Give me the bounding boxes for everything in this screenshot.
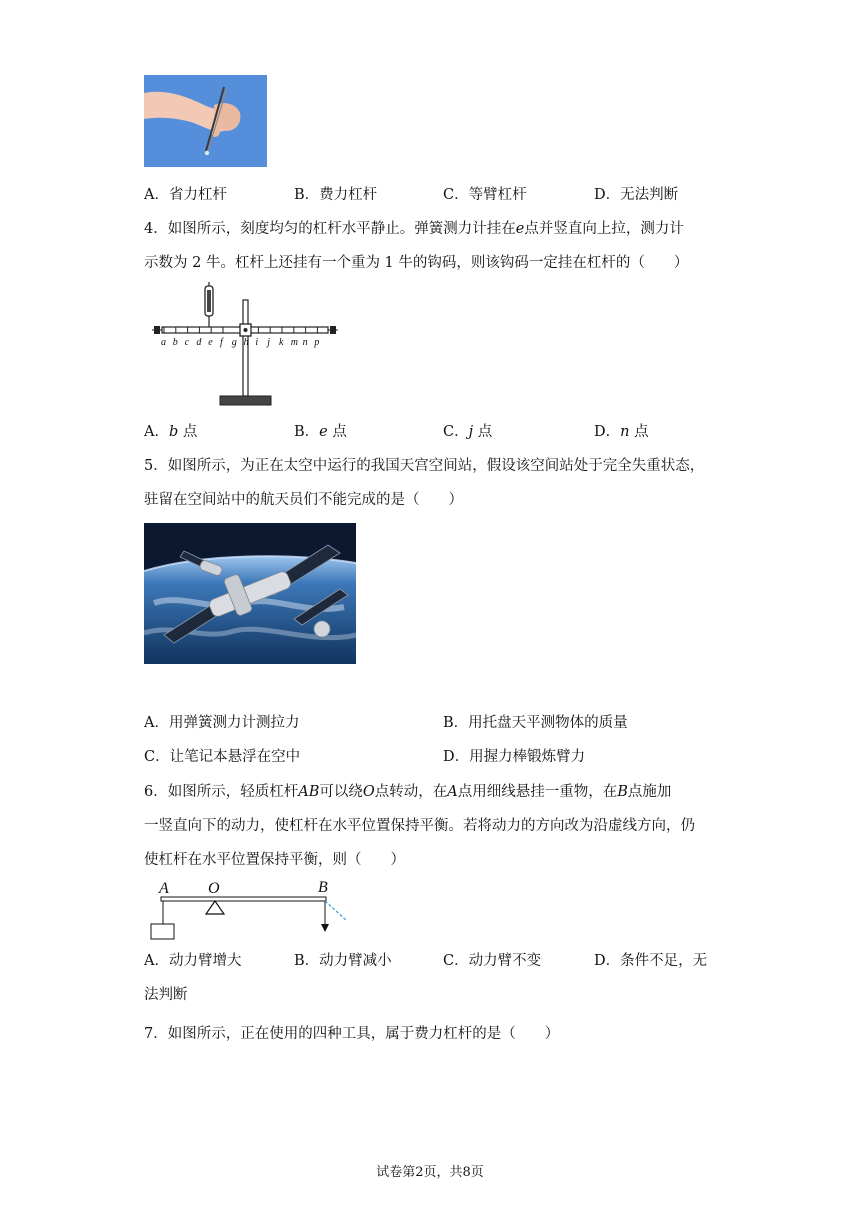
q3-option-b[interactable]: B．费力杠杆 bbox=[294, 187, 378, 203]
q5-option-a[interactable]: A．用弹簧测力计测拉力 bbox=[144, 715, 300, 731]
lever-label-k: k bbox=[279, 337, 284, 348]
lever-label-e: e bbox=[208, 337, 213, 348]
q6-stem-line3: 使杠杆在水平位置保持平衡，则（ ） bbox=[144, 852, 405, 868]
lever-label-c: c bbox=[184, 337, 190, 348]
lever-label-a: a bbox=[161, 337, 166, 348]
q5-option-c[interactable]: C．让笔记本悬浮在空中 bbox=[144, 749, 301, 765]
lever-label-h: h bbox=[243, 337, 249, 348]
q3-tweezers-photo bbox=[144, 75, 267, 167]
q6-label-b: B bbox=[318, 879, 328, 896]
q6-label-a: A bbox=[159, 880, 169, 897]
lever-label-j: j bbox=[267, 337, 270, 348]
q4-option-d[interactable]: D．n 点 bbox=[594, 424, 649, 440]
lever-label-f: f bbox=[220, 337, 223, 348]
q5-option-d[interactable]: D．用握力棒锻炼臂力 bbox=[443, 749, 586, 765]
q6-option-d[interactable]: D．条件不足，无 bbox=[594, 953, 708, 969]
q7-stem-line1: 7．如图所示，正在使用的四种工具，属于费力杠杆的是（ ） bbox=[144, 1026, 560, 1042]
q6-stem-line2: 一竖直向下的动力，使杠杆在水平位置保持平衡。若将动力的方向改为沿虚线方向，仍 bbox=[144, 818, 695, 834]
q4-option-b[interactable]: B．e 点 bbox=[294, 424, 347, 440]
q4-stem-line1: 4．如图所示，刻度均匀的杠杆水平静止。弹簧测力计挂在e点并竖直向上拉，测力计 bbox=[144, 221, 684, 237]
lever-label-g: g bbox=[231, 337, 237, 348]
q4-stem-line2: 示数为 2 牛。杠杆上还挂有一个重为 1 牛的钩码，则该钩码一定挂在杠杆的（ ） bbox=[144, 255, 689, 271]
page-footer: 试卷第2页，共8页 bbox=[376, 1165, 484, 1180]
lever-label-n: n bbox=[302, 337, 308, 348]
q5-stem-line1: 5．如图所示，为正在太空中运行的我国天宫空间站，假设该空间站处于完全失重状态， bbox=[144, 458, 705, 474]
q4-option-a[interactable]: A．b 点 bbox=[144, 424, 198, 440]
q6-option-c[interactable]: C．动力臂不变 bbox=[443, 953, 542, 969]
q6-lever-figure bbox=[145, 876, 355, 944]
q3-option-c[interactable]: C．等臂杠杆 bbox=[443, 187, 527, 203]
q6-option-a[interactable]: A．动力臂增大 bbox=[144, 953, 242, 969]
lever-label-m: m bbox=[290, 337, 299, 348]
q5-stem-line2: 驻留在空间站中的航天员们不能完成的是（ ） bbox=[144, 492, 463, 508]
q3-option-a[interactable]: A．省力杠杆 bbox=[144, 187, 227, 203]
q5-option-b[interactable]: B．用托盘天平测物体的质量 bbox=[443, 715, 628, 731]
q4-option-c[interactable]: C．j 点 bbox=[443, 424, 493, 440]
lever-label-i: i bbox=[255, 337, 259, 348]
q3-option-d[interactable]: D．无法判断 bbox=[594, 187, 679, 203]
q4-lever-labels bbox=[161, 337, 319, 348]
q6-label-o: O bbox=[208, 880, 220, 897]
q4-lever-figure bbox=[150, 282, 340, 408]
lever-label-b: b bbox=[172, 337, 178, 348]
q6-option-b[interactable]: B．动力臂减小 bbox=[294, 953, 392, 969]
q5-space-station-photo bbox=[144, 523, 356, 664]
q6-option-d-continued: 法判断 bbox=[144, 987, 188, 1003]
lever-label-d: d bbox=[196, 337, 202, 348]
lever-label-p: p bbox=[314, 337, 320, 348]
q6-stem-line1: 6．如图所示，轻质杠杆AB可以绕O点转动，在A点用细线悬挂一重物，在B点施加 bbox=[144, 784, 672, 800]
